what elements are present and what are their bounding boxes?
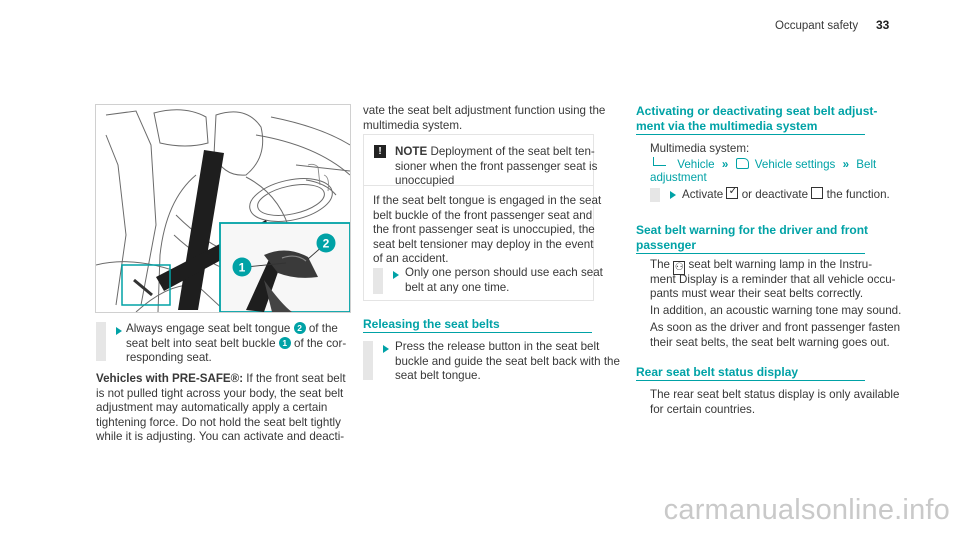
step-line: responding seat.: [126, 351, 212, 364]
note-body: If the seat belt tongue is engaged in the seat: [373, 194, 602, 207]
menu-path-settings[interactable]: Vehicle settings: [754, 157, 836, 171]
warning-icon: [374, 145, 386, 158]
activate-text: Activate: [682, 188, 724, 201]
release-step: seat belt tongue.: [395, 369, 481, 382]
body-text: is not pulled tight across your body, the seat belt: [96, 386, 344, 400]
step-bar: [650, 188, 660, 202]
checkbox-empty-icon: [811, 187, 823, 199]
step-arrow-icon: [383, 345, 389, 353]
callout-badge-2-inline: 2: [294, 322, 306, 334]
step-line: [126, 337, 346, 352]
body-text: As soon as the driver and front passenger fasten: [650, 321, 901, 334]
step-bar: [96, 322, 106, 361]
activate-step: [682, 187, 890, 203]
heading-rule: [636, 380, 865, 381]
car-settings-icon: [736, 158, 749, 169]
body-text: ment Display is a reminder that all vehicle occu-: [650, 272, 896, 286]
callout-label-1: 1: [238, 260, 246, 275]
release-step: buckle and guide the seat belt back with the: [395, 354, 620, 368]
note-text: sioner when the front passenger seat is: [395, 159, 598, 173]
menu-path-vehicle[interactable]: Vehicle: [677, 157, 715, 171]
step-text: of the cor-: [294, 336, 347, 350]
presafe-label: Vehicles with PRE-SAFE®:: [96, 372, 244, 385]
multimedia-label: Multimedia system:: [650, 142, 750, 155]
callout-badge-1-inline: 1: [279, 337, 291, 349]
note-step: Only one person should use each seat: [405, 266, 603, 279]
step-text: seat belt into seat belt buckle: [126, 336, 276, 350]
body-text: while it is adjusting. You can activate and deacti-: [96, 430, 345, 443]
note-body: seat belt tensioner may deploy in the event: [373, 237, 594, 251]
activate-heading: ment via the multimedia system: [636, 118, 818, 133]
note-title: [395, 145, 595, 160]
function-text: the function.: [826, 188, 890, 201]
page-section-title: Occupant safety: [775, 20, 859, 32]
body-text: vate the seat belt adjustment function using the: [363, 104, 606, 117]
warning-icon-glyph: !: [378, 146, 382, 157]
heading-rule: [363, 332, 592, 333]
body-text: seat belt warning lamp in the Instru-: [688, 258, 873, 271]
note-text: unoccupied: [395, 174, 455, 187]
warning-heading: Seat belt warning for the driver and front: [636, 223, 869, 237]
step-arrow-icon: [116, 327, 122, 335]
return-arrow-icon: [653, 157, 666, 166]
note-text: Deployment of the seat belt ten-: [430, 145, 595, 158]
watermark: carmanualsonline.info: [663, 494, 950, 526]
body-text: If the front seat belt: [246, 372, 346, 385]
body-text: The rear seat belt status display is only available: [650, 388, 900, 401]
step-arrow-icon: [670, 191, 676, 199]
double-chevron-icon: »: [842, 157, 850, 171]
seat-belt-illustration: [95, 104, 351, 313]
body-text: multimedia system.: [363, 118, 463, 132]
body-text: pants must wear their seat belts correctly.: [650, 287, 864, 300]
car-interior-drawing: [96, 105, 350, 312]
note-body: of an accident.: [373, 252, 449, 265]
body-text: their seat belts, the seat belt warning goes out.: [650, 335, 890, 349]
note-label: NOTE: [395, 145, 428, 158]
step-bar: [373, 268, 383, 294]
step-line: [126, 322, 338, 337]
note-step: belt at any one time.: [405, 280, 510, 294]
body-text: adjustment may automatically apply a certain: [96, 401, 328, 414]
checkbox-checked-icon: ✓: [728, 185, 738, 197]
menu-path-belt[interactable]: Belt: [856, 157, 877, 171]
presafe-paragraph: [96, 372, 346, 387]
release-step: Press the release button in the seat belt: [395, 340, 600, 353]
heading-rule: [636, 134, 865, 135]
warning-heading: passenger: [636, 237, 697, 252]
activate-heading: Activating or deactivating seat belt adjust-: [636, 104, 878, 118]
double-chevron-icon: »: [721, 157, 729, 171]
seat-belt-warning-icon: ⚇: [674, 262, 684, 273]
step-bar: [363, 341, 373, 380]
body-text: for certain countries.: [650, 402, 756, 416]
step-arrow-icon: [393, 271, 399, 279]
body-text: tightening force. Do not hold the seat belt tightly: [96, 415, 341, 429]
page-number: 33: [876, 18, 890, 32]
body-text: The: [650, 258, 670, 271]
step-text: Always engage seat belt tongue: [126, 322, 291, 335]
heading-rule: [636, 253, 865, 254]
release-heading: Releasing the seat belts: [363, 317, 500, 331]
menu-path-belt-cont[interactable]: adjustment: [650, 171, 707, 184]
rear-heading: Rear seat belt status display: [636, 365, 799, 379]
deactivate-text: or deactivate: [741, 188, 809, 201]
callout-label-2: 2: [322, 236, 330, 251]
note-body: belt buckle of the front passenger seat and: [373, 208, 593, 222]
menu-path: [653, 157, 876, 173]
body-text: In addition, an acoustic warning tone may sound.: [650, 304, 902, 317]
step-text: of the: [308, 322, 338, 335]
note-body: the front passenger seat is unoccupied, the: [373, 223, 595, 236]
